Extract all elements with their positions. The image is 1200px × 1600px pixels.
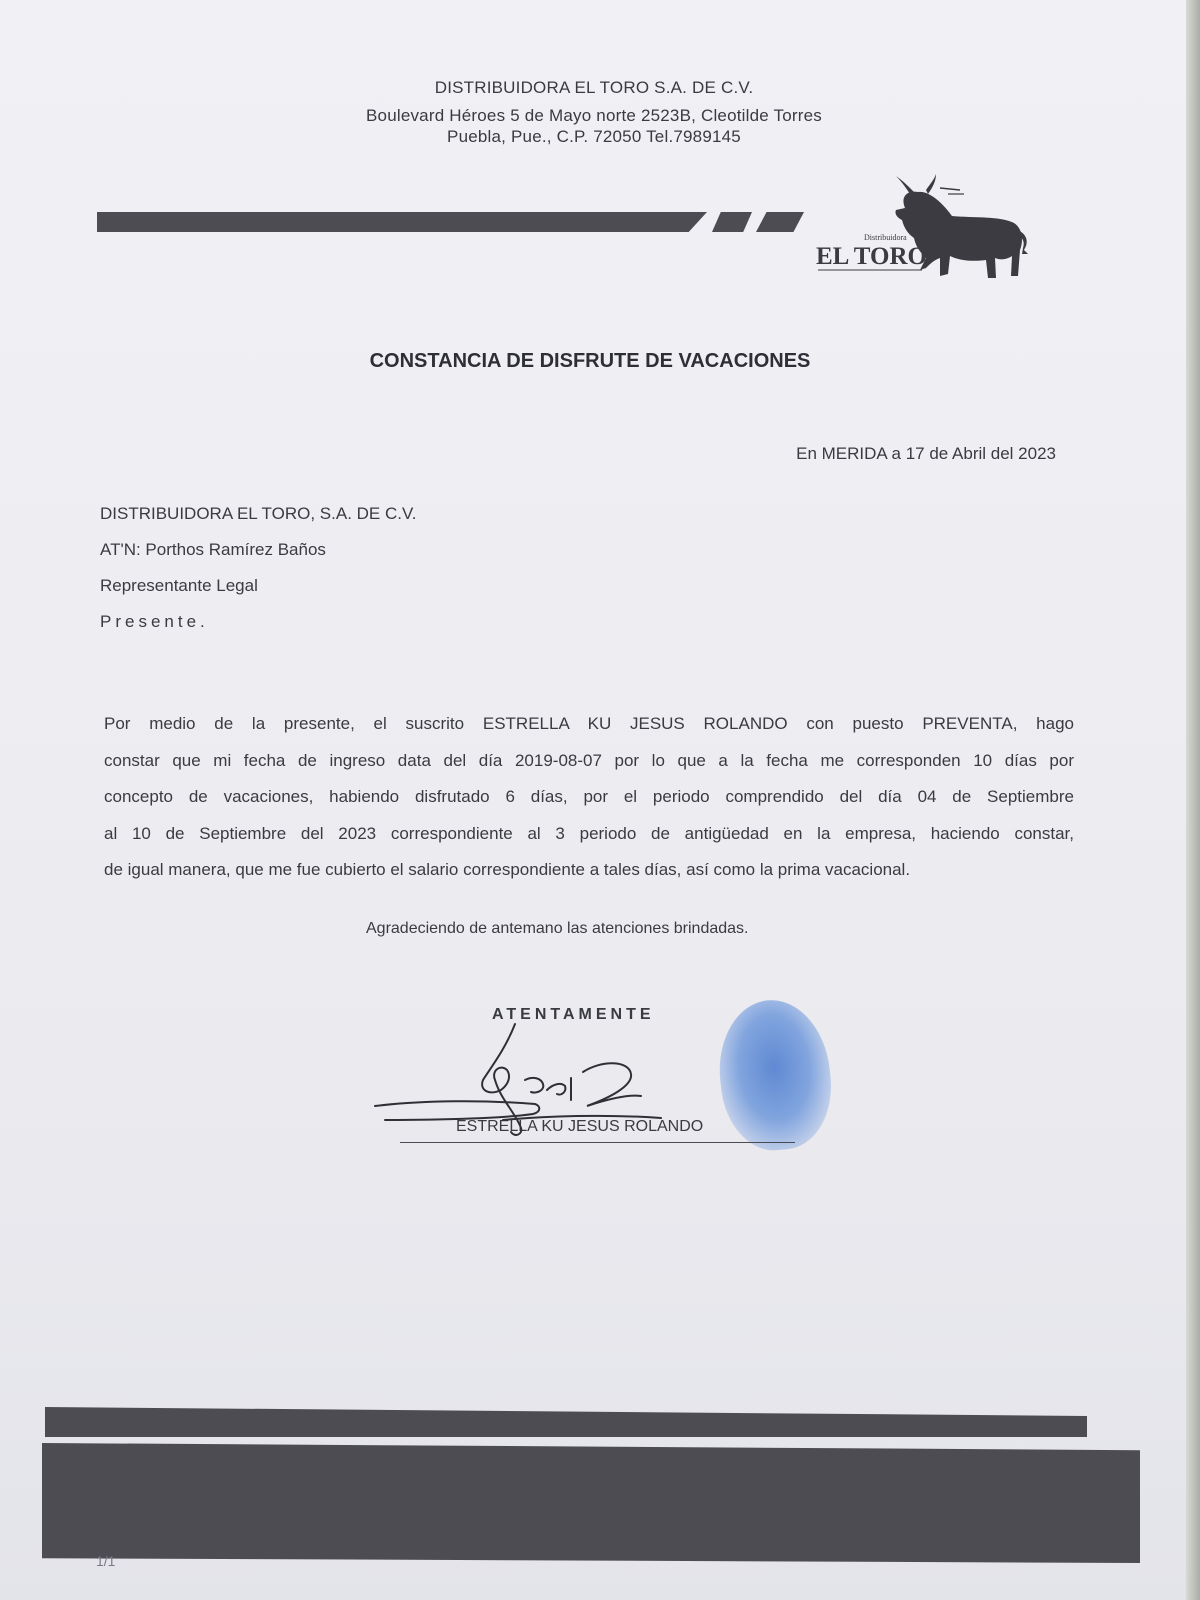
- company-city: Puebla, Pue., C.P. 72050 Tel.7989145: [447, 127, 741, 146]
- header-bar-stripe: [712, 212, 752, 232]
- body-paragraph: [104, 706, 1074, 889]
- recipient-greeting: Presente.: [100, 612, 209, 631]
- recipient-role: Representante Legal: [100, 576, 258, 595]
- recipient-attention: AT'N: Porthos Ramírez Baños: [100, 540, 326, 559]
- handwritten-signature: [365, 1020, 665, 1140]
- place-date: En MERIDA a 17 de Abril del 2023: [796, 444, 1056, 463]
- paper-edge-shadow: [1186, 0, 1200, 1600]
- document-title: CONSTANCIA DE DISFRUTE DE VACACIONES: [369, 350, 811, 372]
- company-name: DISTRIBUIDORA EL TORO S.A. DE C.V.: [434, 78, 754, 97]
- signature-salutation: ATENTAMENTE: [492, 1006, 655, 1023]
- footer-bar-thin: [45, 1407, 1087, 1437]
- recipient-company: DISTRIBUIDORA EL TORO, S.A. DE C.V.: [100, 504, 417, 523]
- logo-small-text: Distribuidora: [864, 233, 907, 242]
- company-address: Boulevard Héroes 5 de Mayo norte 2523B, Cleotilde Torres: [366, 106, 822, 125]
- header-bar: [97, 212, 707, 232]
- company-logo: [816, 168, 1050, 298]
- footer-bar-thick: [42, 1443, 1140, 1563]
- body-line: de igual manera, que me fue cubierto el salario correspondiente a tales días, así como la prima vacacional.: [104, 860, 911, 879]
- body-line: constar que mi fecha de ingreso data del día 2019-08-07 por lo que a la fecha me corresponden 10 días por: [104, 750, 1074, 770]
- thumbprint: [712, 995, 837, 1156]
- header-bar-stripe: [756, 212, 804, 232]
- logo-brand-text: EL TORO: [816, 243, 927, 270]
- body-line: al 10 de Septiembre del 2023 correspondiente al 3 periodo de antigüedad en la empresa, haciendo constar,: [104, 823, 1074, 843]
- signature-line: [400, 1142, 795, 1143]
- page-number: 1/1: [96, 1553, 116, 1569]
- body-line: concepto de vacaciones, habiendo disfrutado 6 días, por el periodo comprendido del día 04 de Septiembre: [104, 787, 1074, 806]
- closing-line: Agradeciendo de antemano las atenciones brindadas.: [366, 920, 749, 937]
- bull-icon: [816, 168, 1050, 298]
- signer-name: ESTRELLA KU JESUS ROLANDO: [456, 1118, 704, 1135]
- body-line: Por medio de la presente, el suscrito ESTRELLA KU JESUS ROLANDO con puesto PREVENTA, hago: [104, 714, 1074, 733]
